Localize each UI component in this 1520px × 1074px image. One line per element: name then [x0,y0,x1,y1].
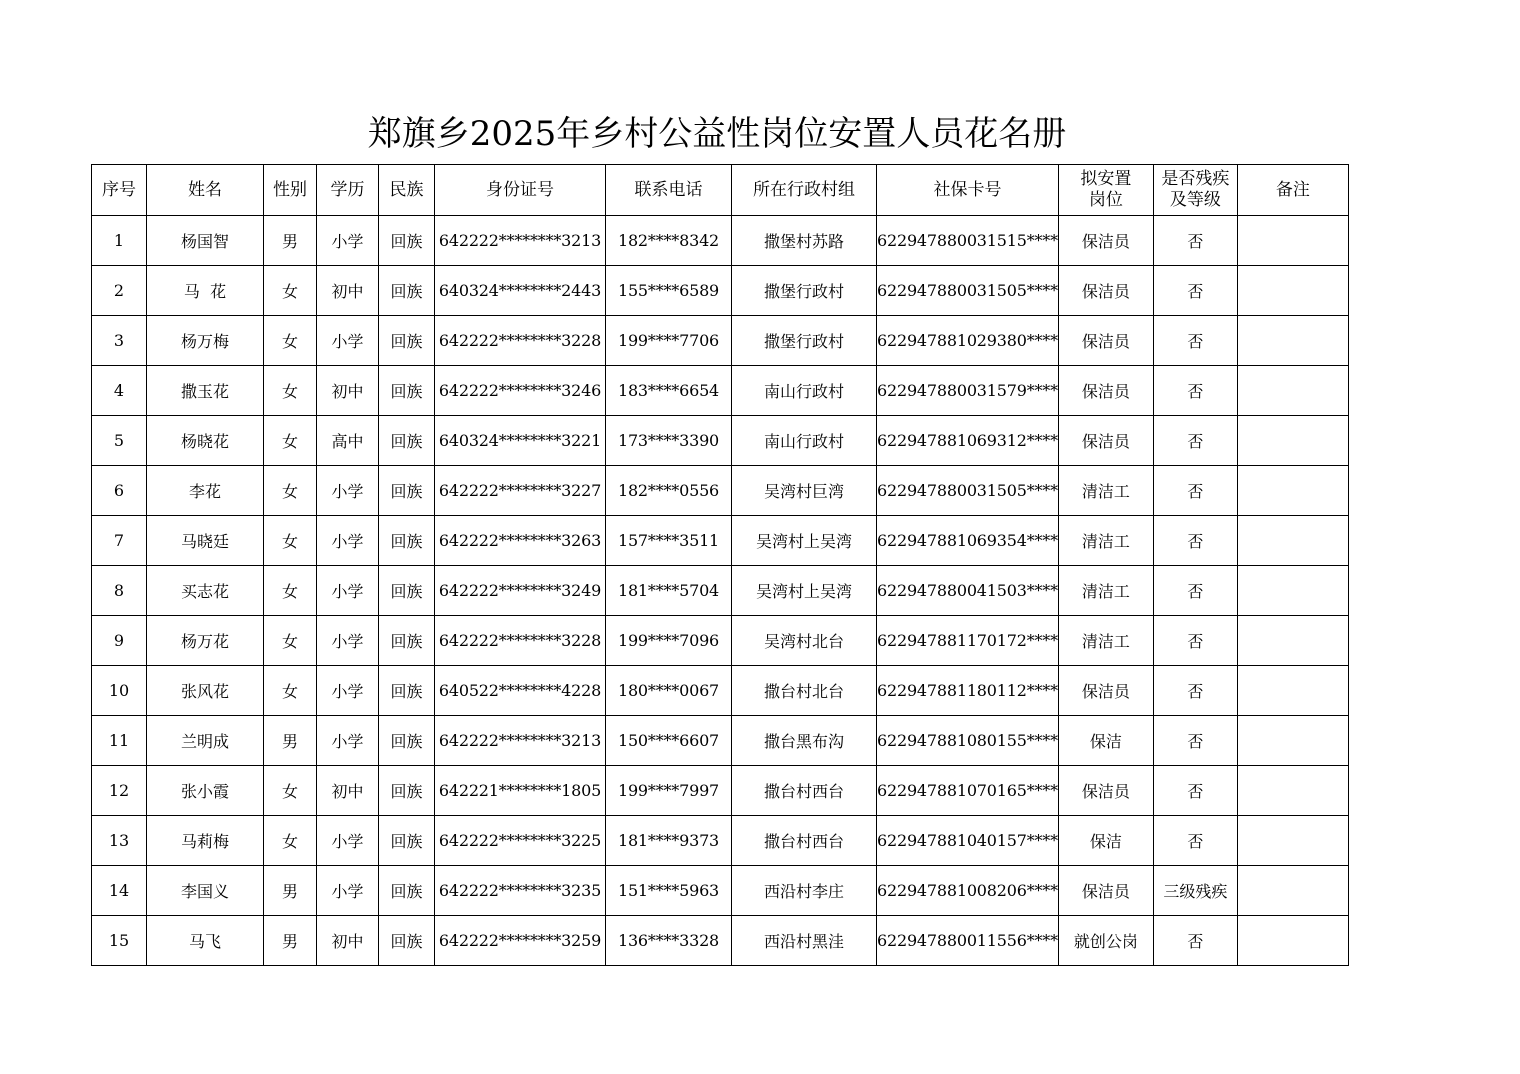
cell-remarks [1237,866,1348,916]
table-row [92,666,1349,716]
cell-name: 杨国智 [147,216,264,266]
cell-seq: 11 [92,716,147,766]
cell-social-card: 622947880031579**** [877,366,1059,416]
cell-phone: 180****0067 [606,666,732,716]
cell-id-number: 642222********3213 [435,216,606,266]
cell-post: 保洁员 [1058,866,1153,916]
cell-name: 马晓廷 [147,516,264,566]
header-post-line2: 岗位 [1088,190,1123,210]
cell-id-number: 642222********3227 [435,466,606,516]
cell-seq: 9 [92,616,147,666]
cell-id-number: 640522********4228 [435,666,606,716]
cell-gender: 女 [264,766,317,816]
table-row [92,866,1349,916]
cell-social-card: 622947880011556**** [877,916,1059,966]
cell-education: 初中 [317,266,379,316]
cell-village: 撒堡行政村 [732,316,877,366]
cell-social-card: 622947881070165**** [877,766,1059,816]
header-phone: 联系电话 [606,165,732,216]
cell-remarks [1237,816,1348,866]
cell-village: 吴湾村上吴湾 [732,516,877,566]
header-id-number: 身份证号 [435,165,606,216]
cell-gender: 女 [264,516,317,566]
cell-name: 杨万梅 [147,316,264,366]
cell-seq: 6 [92,466,147,516]
cell-education: 高中 [317,416,379,466]
header-village: 所在行政村组 [732,165,877,216]
header-disability [1153,165,1237,216]
cell-id-number: 642222********3259 [435,916,606,966]
cell-remarks [1237,916,1348,966]
cell-village: 南山行政村 [732,366,877,416]
cell-village: 吴湾村巨湾 [732,466,877,516]
cell-gender: 男 [264,916,317,966]
cell-gender: 女 [264,316,317,366]
cell-disability: 否 [1153,266,1237,316]
cell-village: 撒堡村苏路 [732,216,877,266]
cell-seq: 3 [92,316,147,366]
cell-seq: 1 [92,216,147,266]
cell-ethnicity: 回族 [379,916,435,966]
cell-remarks [1237,216,1348,266]
cell-education: 小学 [317,616,379,666]
cell-social-card: 622947881040157**** [877,816,1059,866]
cell-disability: 三级残疾 [1153,866,1237,916]
cell-post: 保洁 [1058,816,1153,866]
cell-social-card: 622947880031505**** [877,466,1059,516]
table-row [92,716,1349,766]
cell-village: 吴湾村上吴湾 [732,566,877,616]
cell-social-card: 622947881180112**** [877,666,1059,716]
cell-disability: 否 [1153,366,1237,416]
cell-village: 撒台村北台 [732,666,877,716]
cell-social-card: 622947880031515**** [877,216,1059,266]
cell-disability: 否 [1153,516,1237,566]
cell-disability: 否 [1153,666,1237,716]
cell-remarks [1237,516,1348,566]
cell-name: 李国义 [147,866,264,916]
cell-remarks [1237,616,1348,666]
cell-ethnicity: 回族 [379,866,435,916]
cell-phone: 155****6589 [606,266,732,316]
document-title: 郑旗乡2025年乡村公益性岗位安置人员花名册 [367,114,1067,154]
cell-id-number: 642221********1805 [435,766,606,816]
cell-ethnicity: 回族 [379,266,435,316]
cell-social-card: 622947880031505**** [877,266,1059,316]
header-post-line1: 拟安置 [1080,169,1132,189]
table-row [92,266,1349,316]
cell-disability: 否 [1153,316,1237,366]
cell-ethnicity: 回族 [379,816,435,866]
cell-phone: 151****5963 [606,866,732,916]
cell-education: 初中 [317,366,379,416]
header-disability-line1: 是否残疾 [1161,169,1230,189]
cell-remarks [1237,716,1348,766]
table-row [92,766,1349,816]
header-post [1058,165,1153,216]
cell-post: 保洁员 [1058,416,1153,466]
header-seq: 序号 [92,165,147,216]
cell-ethnicity: 回族 [379,666,435,716]
cell-gender: 男 [264,866,317,916]
cell-disability: 否 [1153,566,1237,616]
table-row [92,566,1349,616]
cell-village: 撒台村西台 [732,816,877,866]
table-row [92,466,1349,516]
cell-education: 初中 [317,766,379,816]
cell-seq: 15 [92,916,147,966]
cell-disability: 否 [1153,766,1237,816]
cell-post: 保洁 [1058,716,1153,766]
cell-id-number: 642222********3246 [435,366,606,416]
cell-village: 南山行政村 [732,416,877,466]
cell-disability: 否 [1153,216,1237,266]
cell-name: 张小霞 [147,766,264,816]
cell-disability: 否 [1153,716,1237,766]
cell-gender: 女 [264,566,317,616]
cell-remarks [1237,466,1348,516]
table-row [92,816,1349,866]
cell-village: 西沿村黑洼 [732,916,877,966]
header-disability-line2: 及等级 [1169,190,1221,210]
cell-name: 马 花 [147,266,264,316]
cell-ethnicity: 回族 [379,566,435,616]
header-gender: 性别 [264,165,317,216]
cell-ethnicity: 回族 [379,616,435,666]
cell-remarks [1237,266,1348,316]
cell-seq: 5 [92,416,147,466]
cell-phone: 182****8342 [606,216,732,266]
cell-social-card: 622947881170172**** [877,616,1059,666]
cell-ethnicity: 回族 [379,316,435,366]
cell-gender: 女 [264,466,317,516]
cell-gender: 女 [264,666,317,716]
cell-name: 马莉梅 [147,816,264,866]
cell-gender: 女 [264,266,317,316]
cell-ethnicity: 回族 [379,366,435,416]
cell-post: 保洁员 [1058,666,1153,716]
cell-phone: 182****0556 [606,466,732,516]
table-row [92,366,1349,416]
cell-post: 保洁员 [1058,366,1153,416]
cell-gender: 女 [264,416,317,466]
header-row [92,165,1349,216]
cell-post: 清洁工 [1058,616,1153,666]
cell-remarks [1237,566,1348,616]
cell-disability: 否 [1153,816,1237,866]
cell-seq: 7 [92,516,147,566]
table-row [92,416,1349,466]
cell-gender: 女 [264,616,317,666]
cell-seq: 8 [92,566,147,616]
cell-ethnicity: 回族 [379,216,435,266]
cell-phone: 173****3390 [606,416,732,466]
cell-education: 小学 [317,816,379,866]
cell-seq: 2 [92,266,147,316]
cell-post: 保洁员 [1058,316,1153,366]
cell-phone: 199****7706 [606,316,732,366]
cell-gender: 女 [264,366,317,416]
cell-id-number: 642222********3213 [435,716,606,766]
cell-name: 兰明成 [147,716,264,766]
cell-post: 就创公岗 [1058,916,1153,966]
cell-seq: 10 [92,666,147,716]
cell-post: 清洁工 [1058,566,1153,616]
cell-ethnicity: 回族 [379,416,435,466]
cell-phone: 181****5704 [606,566,732,616]
cell-ethnicity: 回族 [379,516,435,566]
cell-education: 小学 [317,516,379,566]
cell-phone: 199****7096 [606,616,732,666]
cell-id-number: 640324********3221 [435,416,606,466]
table-row [92,916,1349,966]
cell-id-number: 642222********3225 [435,816,606,866]
cell-education: 初中 [317,916,379,966]
cell-remarks [1237,416,1348,466]
cell-social-card: 622947881069354**** [877,516,1059,566]
cell-education: 小学 [317,216,379,266]
cell-village: 西沿村李庄 [732,866,877,916]
cell-remarks [1237,366,1348,416]
cell-id-number: 642222********3249 [435,566,606,616]
table-row [92,216,1349,266]
cell-social-card: 622947881029380**** [877,316,1059,366]
cell-seq: 4 [92,366,147,416]
cell-name: 张风花 [147,666,264,716]
cell-id-number: 642222********3228 [435,316,606,366]
cell-post: 保洁员 [1058,266,1153,316]
cell-post: 保洁员 [1058,766,1153,816]
cell-ethnicity: 回族 [379,766,435,816]
cell-seq: 12 [92,766,147,816]
cell-name: 马飞 [147,916,264,966]
header-social-card: 社保卡号 [877,165,1059,216]
cell-post: 保洁员 [1058,216,1153,266]
cell-gender: 女 [264,816,317,866]
cell-phone: 136****3328 [606,916,732,966]
cell-disability: 否 [1153,916,1237,966]
cell-remarks [1237,666,1348,716]
cell-seq: 13 [92,816,147,866]
cell-village: 吴湾村北台 [732,616,877,666]
cell-village: 撒台黑布沟 [732,716,877,766]
cell-education: 小学 [317,866,379,916]
cell-education: 小学 [317,466,379,516]
table-row [92,616,1349,666]
cell-id-number: 640324********2443 [435,266,606,316]
header-education: 学历 [317,165,379,216]
cell-social-card: 622947881008206**** [877,866,1059,916]
cell-post: 清洁工 [1058,516,1153,566]
cell-id-number: 642222********3228 [435,616,606,666]
cell-disability: 否 [1153,416,1237,466]
cell-name: 李花 [147,466,264,516]
cell-id-number: 642222********3235 [435,866,606,916]
cell-seq: 14 [92,866,147,916]
cell-phone: 183****6654 [606,366,732,416]
cell-disability: 否 [1153,616,1237,666]
cell-village: 撒台村西台 [732,766,877,816]
cell-ethnicity: 回族 [379,716,435,766]
cell-remarks [1237,316,1348,366]
table-row [92,516,1349,566]
cell-phone: 157****3511 [606,516,732,566]
header-name: 姓名 [147,165,264,216]
cell-education: 小学 [317,316,379,366]
cell-phone: 199****7997 [606,766,732,816]
cell-social-card: 622947881080155**** [877,716,1059,766]
cell-social-card: 622947881069312**** [877,416,1059,466]
cell-gender: 男 [264,216,317,266]
cell-post: 清洁工 [1058,466,1153,516]
cell-remarks [1237,766,1348,816]
cell-phone: 181****9373 [606,816,732,866]
cell-gender: 男 [264,716,317,766]
cell-education: 小学 [317,566,379,616]
cell-name: 买志花 [147,566,264,616]
cell-education: 小学 [317,666,379,716]
cell-disability: 否 [1153,466,1237,516]
cell-ethnicity: 回族 [379,466,435,516]
cell-phone: 150****6607 [606,716,732,766]
cell-name: 撒玉花 [147,366,264,416]
cell-village: 撒堡行政村 [732,266,877,316]
cell-name: 杨万花 [147,616,264,666]
header-ethnicity: 民族 [379,165,435,216]
cell-education: 小学 [317,716,379,766]
table-row [92,316,1349,366]
cell-id-number: 642222********3263 [435,516,606,566]
cell-name: 杨晓花 [147,416,264,466]
header-remarks: 备注 [1237,165,1348,216]
cell-social-card: 622947880041503**** [877,566,1059,616]
roster-table [91,164,1349,966]
